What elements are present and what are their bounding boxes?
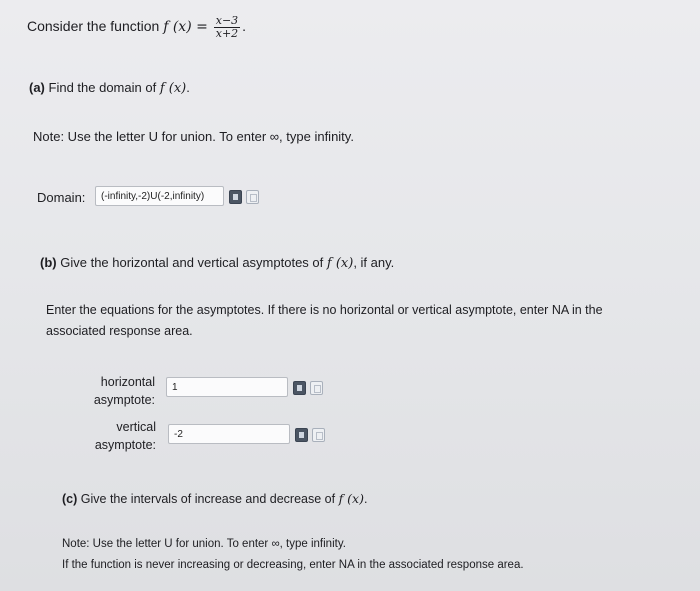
part-c-function: f (x) — [338, 491, 364, 506]
part-b-instructions — [46, 300, 686, 342]
part-c-text: Give the intervals of increase and decrease of — [80, 492, 336, 506]
part-b-function: f (x) — [326, 256, 354, 271]
part-b-suffix: , if any. — [353, 255, 395, 270]
part-b-text: Give the horizontal and vertical asymptotes of — [60, 255, 324, 270]
fraction-numerator: x−3 — [215, 14, 239, 27]
part-b-label: (b) — [40, 255, 57, 270]
part-a-text: Find the domain of — [48, 80, 157, 95]
horizontal-label-line-2: asymptote: — [93, 393, 155, 407]
part-a-period: . — [186, 80, 190, 95]
part-a-function: f (x) — [159, 81, 187, 96]
vertical-asymptote-input[interactable]: -2 — [168, 424, 290, 444]
instructions-line-2: associated response area. — [46, 324, 193, 338]
math-editor-icon[interactable] — [229, 190, 242, 204]
intro-text: Consider the function — [27, 18, 160, 35]
horizontal-asymptote-input[interactable]: 1 — [166, 377, 288, 397]
part-c-note-union: Note: Use the letter U for union. To enter ∞, type infinity. — [62, 538, 346, 550]
instructions-line-1: Enter the equations for the asymptotes. If there is no horizontal or vertical asymptote, enter NA in the — [46, 303, 603, 317]
part-c-label: (c) — [62, 492, 78, 506]
part-c-period: . — [363, 492, 368, 506]
intro-period: . — [242, 18, 247, 35]
function-fraction — [214, 15, 240, 40]
part-c-note-na: If the function is never increasing or decreasing, enter NA in the associated response area. — [62, 559, 524, 571]
part-b-question — [40, 255, 394, 271]
preview-icon[interactable] — [312, 428, 325, 442]
math-editor-icon[interactable] — [293, 381, 306, 395]
horizontal-label-line-1: horizontal — [100, 375, 155, 389]
horizontal-asymptote-label — [90, 373, 155, 409]
vertical-label-line-2: asymptote: — [94, 438, 156, 452]
part-a-label: (a) — [29, 80, 45, 95]
preview-icon[interactable] — [310, 381, 323, 395]
part-c-question — [62, 491, 367, 506]
function-notation: f (x) = — [163, 19, 208, 36]
vertical-label-line-1: vertical — [116, 420, 156, 434]
vertical-asymptote-label — [90, 418, 156, 454]
preview-icon[interactable] — [246, 190, 259, 204]
domain-input[interactable]: (-infinity,-2)U(-2,infinity) — [95, 186, 224, 206]
part-a-question — [29, 80, 190, 96]
fraction-denominator: x+2 — [215, 27, 239, 40]
domain-label: Domain: — [37, 190, 86, 205]
part-a-note: Note: Use the letter U for union. To enter ∞, type infinity. — [33, 129, 354, 144]
problem-statement — [27, 15, 246, 40]
math-editor-icon[interactable] — [295, 428, 308, 442]
